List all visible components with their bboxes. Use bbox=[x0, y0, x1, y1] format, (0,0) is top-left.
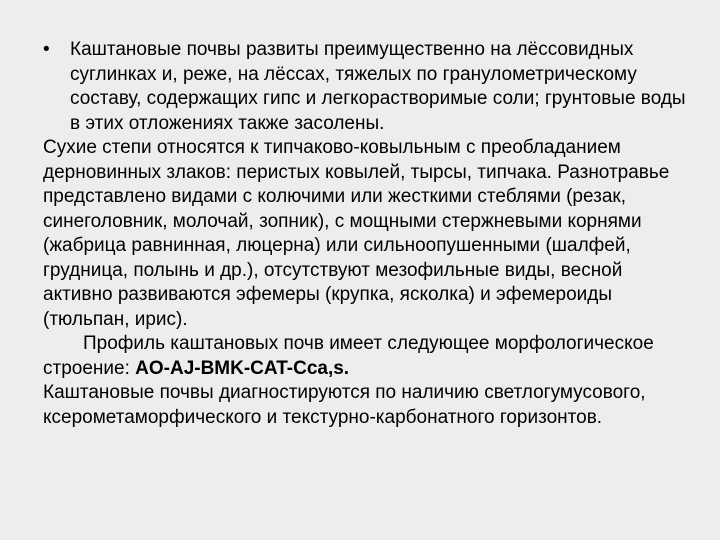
profile-paragraph bbox=[43, 332, 693, 381]
profile-formula: AO-AJ-BMK-CAT-Cca,s. bbox=[135, 357, 350, 379]
slide-content bbox=[43, 38, 693, 430]
dry-steppe-paragraph: Сухие степи относятся к типчаково-ковыльным с преобладанием дерновинных злаков: перистых ковылей, тырсы, типчака. Разнотравье представлено видами с колючими или жесткими стеблями (резак, синеголовник, молочай, зопник), с мощными стержневыми корнями (жабрица равнинная, люцерна) или сильноопушенными (шалфей, грудница, полынь и др.), отсутствуют мезофильные виды, весной активно развиваются эфемеры (крупка, ясколка) и эфемероиды (тюльпан, ирис). bbox=[43, 137, 670, 330]
profile-text: Профиль каштановых почв имеет следующее морфологическое строение: bbox=[43, 333, 654, 379]
diagnostics-paragraph: Каштановые почвы диагностируются по наличию светлогумусового, ксерометаморфического и текстурно-карбонатного горизонтов. bbox=[43, 382, 646, 428]
bullet-text: Каштановые почвы развиты преимущественно на лёссовидных суглинках и, реже, на лёссах, тяжелых по гранулометрическому составу, содержащих гипс и легкорастворимые соли; грунтовые воды в этих отложениях также засолены. bbox=[70, 39, 686, 134]
bullet-icon: • bbox=[43, 39, 50, 60]
bullet-item bbox=[43, 38, 693, 136]
